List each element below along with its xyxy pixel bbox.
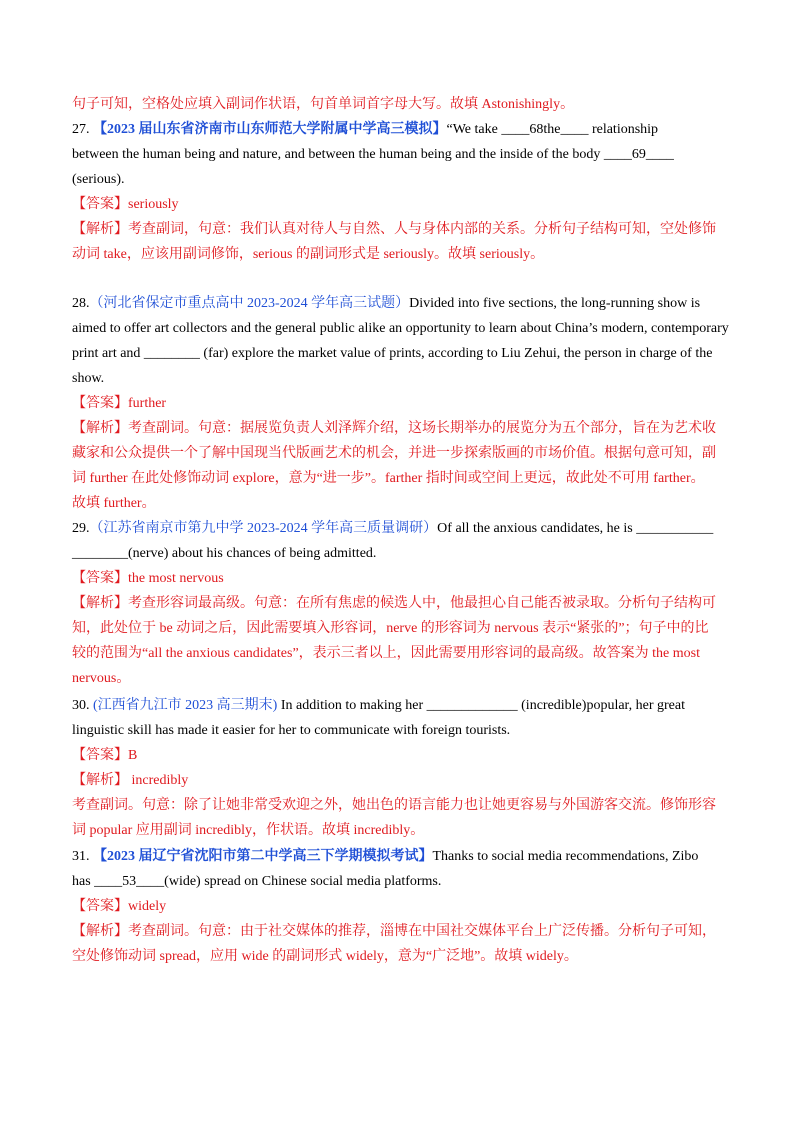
question-30-text: (incredible)popular, her great [517, 698, 685, 713]
question-31-text: has [72, 874, 95, 889]
question-29-blank-2: ________ [72, 546, 128, 561]
question-27-line-2 [72, 146, 674, 164]
question-30-explanation-3: 词 popular 应用副词 incredibly，作状语。故填 incredibly。 [72, 823, 425, 838]
question-29-line-2 [72, 545, 376, 563]
question-30-number: 30. [72, 698, 90, 713]
question-27-blank-69: ____69____ [603, 147, 674, 162]
question-29-number: 29. [72, 521, 90, 536]
question-28-source: （河北省保定市重点高中 2023-2024 学年高三试题） [89, 296, 410, 311]
question-30-line-1 [72, 697, 685, 715]
question-28-line-3 [72, 345, 712, 363]
question-30-explanation-2: 考查副词。句意：除了让她非常受欢迎之外，她出色的语言能力也让她更容易与外国游客交流。修饰形容 [72, 798, 716, 813]
question-31-text: Thanks to social media recommendations, Zibo [432, 849, 699, 864]
question-31-line-1 [72, 848, 698, 866]
question-28-number: 28. [72, 296, 90, 311]
question-28-line-1 [72, 295, 700, 313]
question-28-text: Divided into five sections, the long-running show is [409, 296, 701, 311]
question-29-source: （江苏省南京市第九中学 2023-2024 学年高三质量调研） [89, 521, 438, 536]
question-29-explanation-4: nervous。 [72, 671, 131, 686]
question-31-explanation-1: 【解析】考查副词。句意：由于社交媒体的推荐，淄博在中国社交媒体平台上广泛传播。分析句子可知， [72, 924, 716, 939]
question-27-source: 【2023 届山东省济南市山东师范大学附属中学高三模拟】 [93, 122, 447, 137]
question-29-answer: 【答案】the most nervous [72, 571, 224, 586]
question-29-blank-1: ___________ [636, 521, 714, 536]
question-31-text: (wide) spread on Chinese social media platforms. [164, 874, 442, 889]
intro-explanation-line: 句子可知，空格处应填入副词作状语，句首单词首字母大写。故填 Astonishingly。 [72, 97, 575, 112]
question-30-explanation-1: 【解析】 incredibly [72, 773, 189, 788]
question-30-line-2: linguistic skill has made it easier for her to communicate with foreign tourists. [72, 723, 511, 738]
question-31-blank: ____53____ [94, 874, 165, 889]
question-29-explanation-2: 知，此处位于 be 动词之后，因此需要填入形容词，nerve 的形容词为 nervous 表示“紧张的”；句子中的比 [72, 621, 709, 636]
question-27-line-1 [72, 121, 658, 139]
question-27-line-3: (serious). [72, 172, 125, 187]
question-28-explanation-1: 【解析】考查副词。句意：据展览负责人刘泽辉介绍，这场长期举办的展览分为五个部分，旨在为艺术收 [72, 421, 716, 436]
question-27-answer: 【答案】seriously [72, 197, 179, 212]
question-31-source: 【2023 届辽宁省沈阳市第二中学高三下学期模拟考试】 [93, 849, 433, 864]
question-30-answer: 【答案】B [72, 748, 138, 763]
question-31-answer: 【答案】widely [72, 899, 167, 914]
question-28-blank: ________ [143, 346, 200, 361]
question-29-explanation-3: 较的范围为“all the anxious candidates”，表示三者以上，因此需要用形容词的最高级。故答案为 the most [72, 646, 700, 661]
question-29-text: (nerve) about his chances of being admitted. [128, 546, 377, 561]
question-30-source: (江西省九江市 2023 高三期末) [93, 698, 278, 713]
question-27-number: 27. [72, 122, 90, 137]
question-28-answer: 【答案】further [72, 396, 167, 411]
question-27-text: between the human being and nature, and between the human being and the inside of the body [72, 147, 604, 162]
question-28-text: (far) explore the market value of prints, according to Liu Zehui, the person in charge of the [199, 346, 713, 361]
question-31-number: 31. [72, 849, 90, 864]
question-27-text: “We take [446, 122, 502, 137]
question-30-text: In addition to making her [277, 698, 427, 713]
question-27-blank-68: ____68the____ [501, 122, 589, 137]
question-28-explanation-2: 藏家和公众提供一个了解中国现当代版画艺术的机会，并进一步探索版画的市场价值。根据句意可知，副 [72, 446, 716, 461]
question-31-explanation-2: 空处修饰动词 spread，应用 wide 的副词形式 widely，意为“广泛地”。故填 widely。 [72, 949, 578, 964]
question-28-text: print art and [72, 346, 144, 361]
question-30-blank: _____________ [426, 698, 518, 713]
question-29-explanation-1: 【解析】考查形容词最高级。句意：在所有焦虑的候选人中，他最担心自己能否被录取。分析句子结构可 [72, 596, 716, 611]
question-28-line-4: show. [72, 371, 105, 386]
question-28-line-2: aimed to offer art collectors and the general public alike an opportunity to learn about China’s modern, contemporary [72, 321, 729, 336]
question-28-explanation-3: 词 further 在此处修饰动词 explore，意为“进一步”。farther 指时间或空间上更远，故此处不可用 farther。 [72, 471, 705, 486]
question-27-explanation-2: 动词 take，应该用副词修饰，serious 的副词形式是 seriously。故填 seriously。 [72, 247, 545, 262]
question-27-explanation-1: 【解析】考查副词，句意：我们认真对待人与自然、人与身体内部的关系。分析句子结构可知，空处修饰 [72, 222, 716, 237]
question-27-text: relationship [588, 122, 659, 137]
question-28-explanation-4: 故填 further。 [72, 496, 156, 511]
question-29-line-1 [72, 520, 713, 538]
question-29-text: Of all the anxious candidates, he is [437, 521, 637, 536]
question-31-line-2 [72, 873, 441, 891]
